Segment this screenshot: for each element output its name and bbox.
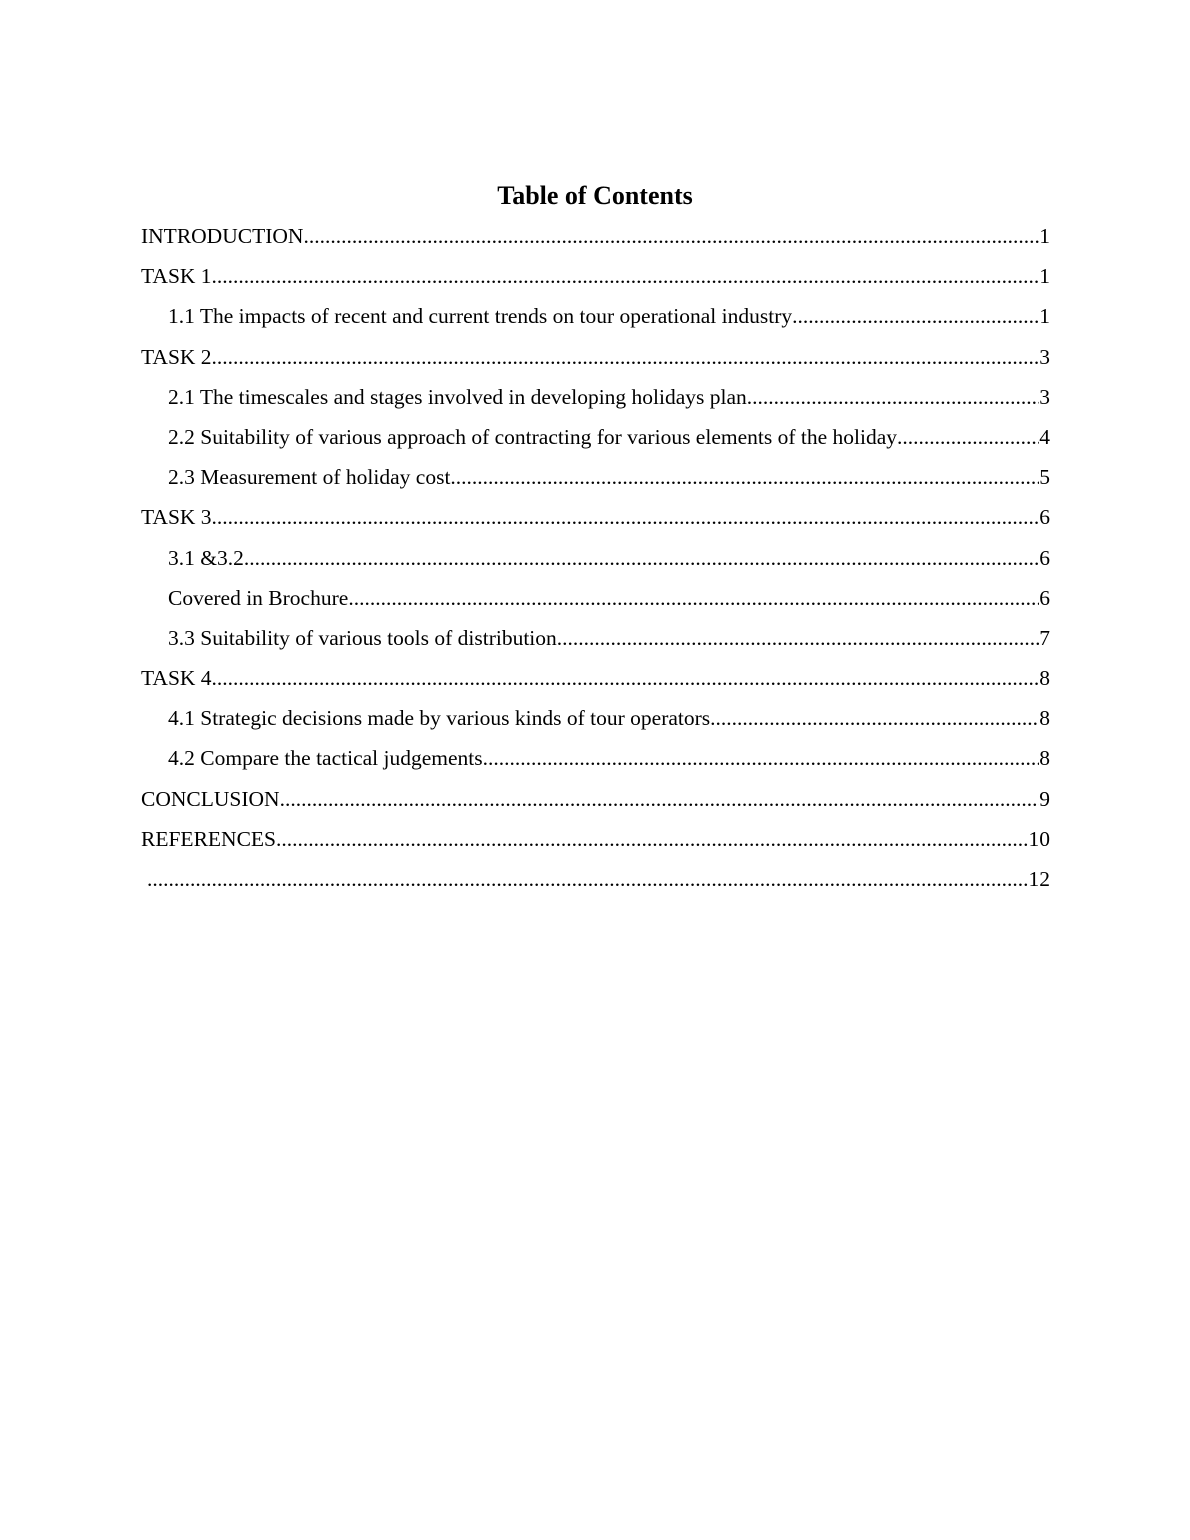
toc-entry-label: 2.3 Measurement of holiday cost bbox=[168, 465, 451, 490]
toc-entry-3-1-3-2[interactable] bbox=[141, 540, 1050, 580]
toc-entry-task-1[interactable] bbox=[141, 258, 1050, 298]
toc-entry-label: TASK 3 bbox=[141, 505, 212, 530]
toc-entry-introduction[interactable] bbox=[141, 218, 1050, 258]
toc-entry-label: TASK 2 bbox=[141, 344, 212, 369]
dot-leader bbox=[483, 740, 1040, 776]
toc-entry-label: 3.3 Suitability of various tools of distribution bbox=[168, 625, 557, 650]
toc-entry-page-number: 6 bbox=[1039, 585, 1050, 610]
toc-entry-4-1[interactable] bbox=[141, 700, 1050, 740]
toc-entry-page-number: 6 bbox=[1039, 505, 1050, 530]
toc-entry-task-3[interactable] bbox=[141, 499, 1050, 539]
toc-list bbox=[141, 218, 1050, 901]
toc-entry-task-4[interactable] bbox=[141, 660, 1050, 700]
toc-entry-page-number: 1 bbox=[1039, 224, 1050, 248]
toc-entry-3-3[interactable] bbox=[141, 620, 1050, 660]
toc-entry-page-number: 3 bbox=[1039, 344, 1050, 369]
dot-leader bbox=[212, 660, 1040, 696]
dot-leader bbox=[212, 258, 1040, 294]
toc-entry-label: REFERENCES bbox=[141, 826, 276, 851]
toc-entry-page-number: 1 bbox=[1039, 304, 1050, 329]
dot-leader bbox=[710, 700, 1039, 736]
dot-leader bbox=[276, 821, 1029, 857]
toc-entry-page-number: 6 bbox=[1039, 545, 1050, 570]
toc-entry-2-2[interactable] bbox=[141, 419, 1050, 459]
toc-entry-label: TASK 4 bbox=[141, 666, 212, 691]
toc-entry-label: 4.1 Strategic decisions made by various kinds of tour operators bbox=[168, 706, 711, 731]
toc-entry-label: 2.2 Suitability of various approach of contracting for various elements of the holiday bbox=[168, 424, 898, 449]
toc-entry-page-number: 8 bbox=[1039, 666, 1050, 691]
toc-entry-label: INTRODUCTION bbox=[141, 224, 304, 248]
toc-entry-label: 1.1 The impacts of recent and current trends on tour operational industry bbox=[168, 304, 793, 329]
dot-leader bbox=[212, 339, 1040, 375]
toc-entry-page-number: 10 bbox=[1028, 826, 1050, 851]
toc-entry-covered-in-brochure[interactable] bbox=[141, 580, 1050, 620]
dot-leader bbox=[212, 499, 1040, 535]
toc-entry-label: Covered in Brochure bbox=[168, 585, 349, 610]
toc-entry-page-number: 4 bbox=[1039, 424, 1050, 449]
dot-leader bbox=[244, 540, 1039, 576]
toc-entry-1-1[interactable] bbox=[141, 298, 1050, 338]
toc-entry-page-number: 1 bbox=[1039, 264, 1050, 289]
toc-entry-untitled[interactable] bbox=[141, 861, 1050, 901]
dot-leader bbox=[897, 419, 1039, 455]
toc-entry-page-number: 7 bbox=[1039, 625, 1050, 650]
toc-entry-page-number: 8 bbox=[1039, 746, 1050, 771]
dot-leader bbox=[280, 781, 1040, 817]
toc-entry-page-number: 8 bbox=[1039, 706, 1050, 731]
toc-entry-page-number: 12 bbox=[1028, 867, 1050, 891]
dot-leader bbox=[450, 459, 1039, 495]
toc-entry-label: 4.2 Compare the tactical judgements bbox=[168, 746, 483, 771]
toc-entry-2-3[interactable] bbox=[141, 459, 1050, 499]
dot-leader bbox=[557, 620, 1039, 656]
dot-leader bbox=[303, 218, 1039, 254]
dot-leader bbox=[147, 861, 1029, 897]
toc-entry-4-2[interactable] bbox=[141, 740, 1050, 780]
toc-entry-page-number: 5 bbox=[1039, 465, 1050, 490]
dot-leader bbox=[348, 580, 1039, 616]
toc-entry-page-number: 9 bbox=[1039, 786, 1050, 811]
toc-entry-label: 2.1 The timescales and stages involved in developing holidays plan bbox=[168, 384, 747, 409]
toc-entry-label: 3.1 &3.2 bbox=[168, 545, 244, 570]
toc-entry-task-2[interactable] bbox=[141, 339, 1050, 379]
dot-leader bbox=[747, 379, 1039, 415]
toc-entry-label: CONCLUSION bbox=[141, 786, 280, 811]
page-title: Table of Contents bbox=[497, 181, 693, 211]
toc-entry-conclusion[interactable] bbox=[141, 781, 1050, 821]
toc-entry-references[interactable] bbox=[141, 821, 1050, 861]
toc-entry-2-1[interactable] bbox=[141, 379, 1050, 419]
dot-leader bbox=[792, 298, 1039, 334]
toc-entry-label: TASK 1 bbox=[141, 264, 212, 289]
toc-entry-page-number: 3 bbox=[1039, 384, 1050, 409]
